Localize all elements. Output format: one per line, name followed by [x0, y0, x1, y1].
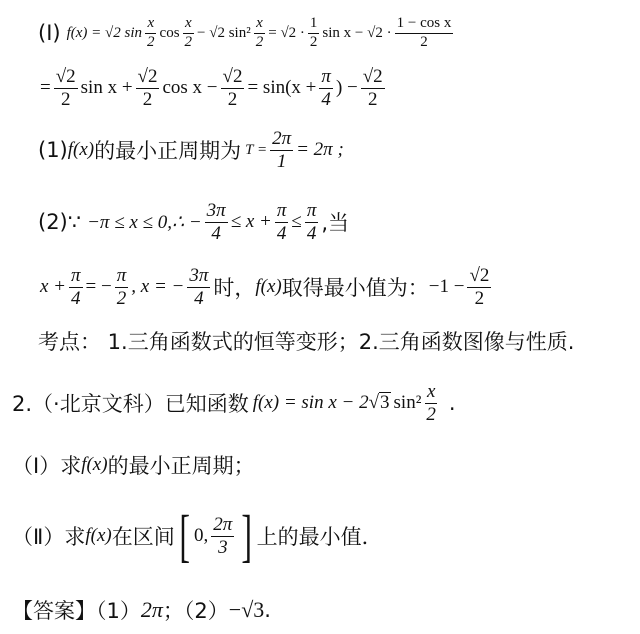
text: 上的最小值． [256, 525, 383, 549]
fraction: $\frac{√2}{2}$ [469, 264, 490, 309]
math-expr: sin² [393, 392, 422, 413]
math-expr: x + [40, 276, 67, 297]
fraction: $\frac{\pi}{4}$ [321, 65, 331, 110]
question-1 [12, 450, 255, 480]
math-expr: f(x) [255, 276, 282, 297]
math-expr: = sin(x + [247, 77, 317, 98]
fraction: $\frac{x}{2}$ [255, 14, 264, 50]
text: 的最小正周期为 [94, 139, 242, 163]
math-expr: T = [245, 141, 268, 158]
math-expr: ≤ x + [230, 211, 272, 232]
knowledge-points [38, 326, 574, 356]
fraction: $\frac{3\pi}{4}$ [206, 199, 226, 244]
math-expr: 0, [194, 525, 209, 546]
math-expr: sin x + [80, 77, 133, 98]
answer-label: 【答案】（1） [12, 599, 141, 623]
fraction: $\frac{1}{2}$ [309, 14, 318, 50]
answer-2: −√3 [228, 597, 265, 622]
question-2 [12, 504, 383, 568]
solution-line-3 [38, 122, 344, 178]
math-expr: cos [159, 24, 180, 41]
math-expr: , x = − [131, 276, 185, 297]
math-expr: cos x − [162, 77, 218, 98]
part-label: (2)∵ [38, 210, 82, 234]
left-bracket: [ [179, 503, 190, 568]
fraction: $\frac{√2}{2}$ [222, 65, 243, 110]
math-expr: = √2 · [268, 24, 305, 41]
solution-line-4 [38, 194, 349, 250]
fraction: $\frac{\pi}{2}$ [116, 264, 127, 309]
math-expr: ≤ [291, 211, 302, 232]
solution-line-5 [40, 258, 494, 316]
math-expr: − √2 sin² [197, 24, 251, 41]
fraction: $\frac{\text{1 − cos x}}{2}$ [396, 14, 452, 50]
sqrt: √ 3 [368, 392, 390, 413]
right-bracket: ] [241, 503, 253, 568]
answer-1: 2π [140, 597, 163, 622]
math-expr: −π ≤ x ≤ 0,∴ − [87, 211, 202, 233]
math-expr: f(x) = √2 sin [66, 24, 143, 41]
text: ,当 [321, 211, 350, 235]
part-label: (Ⅰ) [38, 21, 61, 45]
text: 在区间 [111, 525, 175, 549]
fraction: $\frac{x}{2}$ [147, 14, 155, 50]
fraction: $\frac{√2}{2}$ [55, 65, 76, 110]
math-expr: f(x) = sin x − 2 [252, 392, 369, 413]
fraction: $\frac{2\pi}{3}$ [213, 513, 233, 558]
math-expr: = 2π ; [296, 139, 344, 160]
math-expr: f(x) [67, 139, 95, 160]
math-expr: −1 − [428, 276, 465, 297]
math-expr: = − [85, 276, 112, 297]
text: 时， [213, 276, 256, 300]
text: . [264, 598, 271, 622]
solution-line-1 [38, 8, 456, 58]
math-expr: f(x) [85, 525, 112, 546]
fraction: $\frac{\pi}{4}$ [276, 199, 287, 244]
math-expr: ) − [335, 77, 358, 98]
text: 2.（·北京文科）已知函数 [12, 392, 249, 416]
fraction: $\frac{2\pi}{1}$ [272, 127, 292, 172]
fraction: $\frac{√2}{2}$ [362, 65, 383, 110]
text: 取得最小值为： [281, 276, 429, 300]
fraction: $\frac{\pi}{4}$ [71, 264, 81, 309]
problem-statement [12, 376, 456, 430]
part-label: （Ⅱ）求 [12, 525, 86, 549]
text: 考点： 1.三角函数式的恒等变形；2.三角函数图像与性质. [38, 330, 575, 354]
part-label: （Ⅰ）求 [12, 454, 82, 478]
equals-sign: = [40, 77, 51, 98]
text: ；（2） [162, 599, 229, 623]
text: 的最小正周期； [107, 454, 255, 478]
fraction: $\frac{x}{2}$ [426, 380, 436, 425]
solution-line-2 [40, 60, 388, 116]
fraction: $\frac{3\pi}{4}$ [189, 264, 209, 309]
fraction: $\frac{\pi}{4}$ [306, 199, 317, 244]
math-expr: f(x) [81, 454, 108, 475]
fraction: $\frac{√2}{2}$ [137, 65, 158, 110]
part-label: (1) [38, 138, 68, 162]
text: . [448, 391, 456, 415]
fraction: $\frac{x}{2}$ [184, 14, 193, 50]
math-expr: sin x − √2 · [322, 24, 392, 41]
answer-line [12, 592, 271, 628]
